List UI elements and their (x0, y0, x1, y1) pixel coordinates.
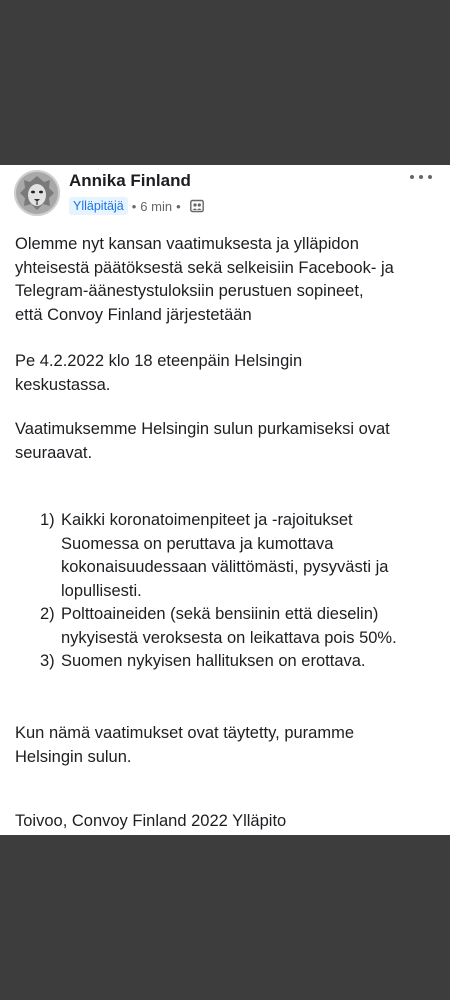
meta-separator: • (131, 198, 137, 214)
top-dark-band (0, 0, 450, 165)
list-item-number: 3) (40, 652, 55, 670)
post-meta (69, 196, 204, 216)
list-item (40, 650, 397, 674)
post-paragraph-intro: Olemme nyt kansan vaatimuksesta ja ylläpidon yhteisestä päätöksestä sekä selkeisiin Facebook- ja Telegram-äänestystuloksiin perustuen sopineet, että Convoy Finland järjestetään (15, 235, 394, 324)
post-paragraph-date: Pe 4.2.2022 klo 18 eteenpäin Helsingin keskustassa. (15, 352, 303, 394)
list-item-text: Suomen nykyisen hallituksen on erottava. (61, 652, 366, 670)
lion-avatar-icon (14, 170, 60, 216)
post-paragraph-conclusion: Kun nämä vaatimukset ovat täytetty, puramme Helsingin sulun. (15, 724, 355, 766)
meta-separator-2: • (176, 198, 181, 214)
list-item (40, 509, 397, 603)
more-dot (428, 175, 432, 179)
more-dot (410, 175, 414, 179)
list-item-number: 1) (40, 511, 55, 529)
post-time[interactable]: 6 min (140, 198, 173, 214)
more-options-icon[interactable] (410, 169, 432, 185)
post-signature: Toivoo, Convoy Finland 2022 Ylläpito (15, 812, 287, 830)
post-card (0, 165, 450, 835)
bottom-dark-band (0, 835, 450, 1000)
list-item-text: Polttoaineiden (sekä bensiinin että dieselin) nykyisestä veroksesta on leikattava pois 50%. (61, 605, 397, 647)
post-paragraph-demands-intro: Vaatimuksemme Helsingin sulun purkamiseksi ovat seuraavat. (15, 420, 390, 462)
more-dot (419, 175, 423, 179)
lion-avatar[interactable] (14, 170, 60, 216)
list-item (40, 603, 397, 650)
list-item-number: 2) (40, 605, 55, 623)
group-icon (190, 199, 204, 213)
demands-list (40, 509, 397, 674)
author-name[interactable]: Annika Finland (69, 171, 191, 190)
admin-badge[interactable]: Ylläpitäjä (69, 197, 128, 215)
list-item-text: Kaikki koronatoimenpiteet ja -rajoitukset Suomessa on peruttava ja kumottava kokonaisuudessaan välittömästi, pysyvästi ja lopullisesti. (61, 511, 389, 600)
